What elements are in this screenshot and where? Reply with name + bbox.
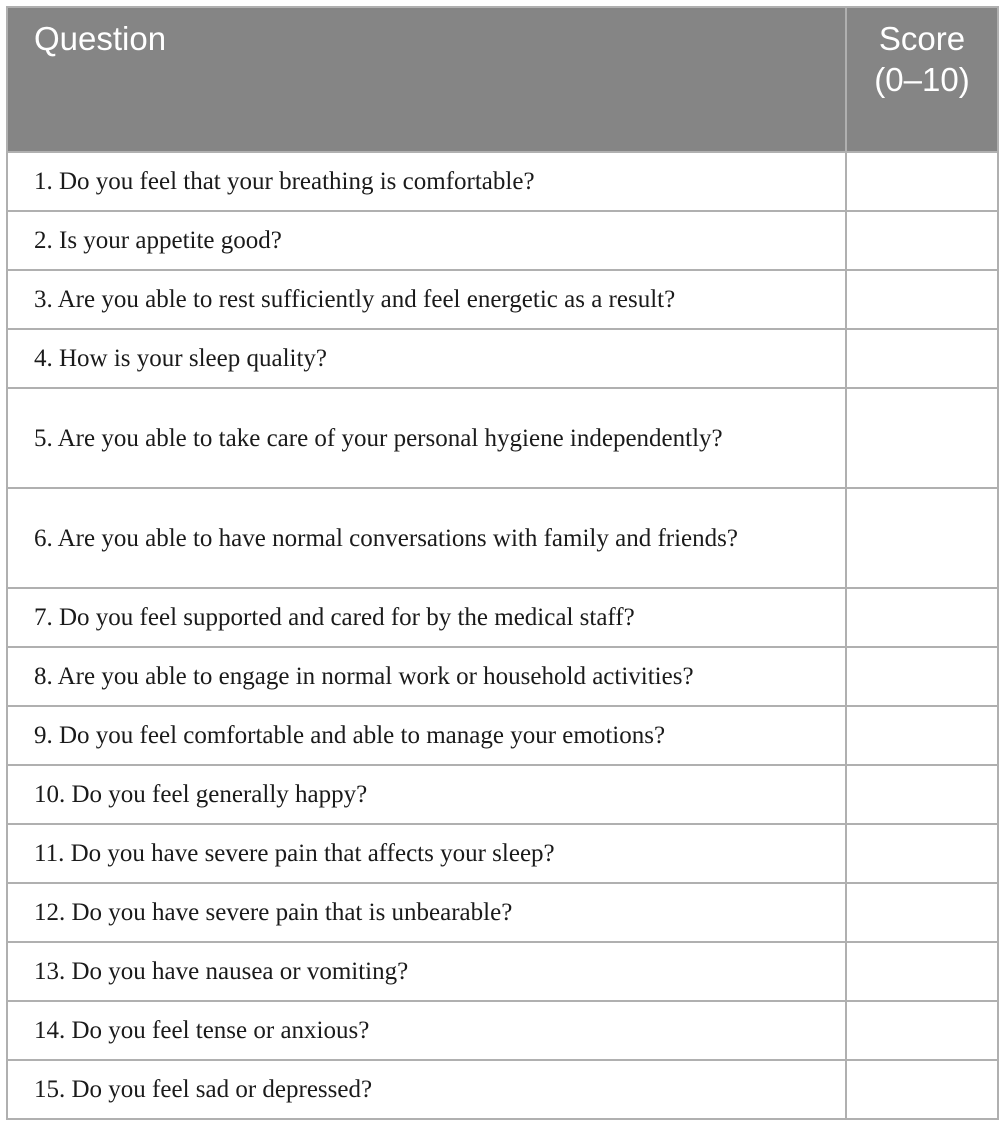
question-cell: 6. Are you able to have normal conversations with family and friends? bbox=[7, 488, 846, 588]
question-cell: 4. How is your sleep quality? bbox=[7, 329, 846, 388]
score-cell[interactable] bbox=[846, 824, 998, 883]
table-row bbox=[7, 211, 998, 270]
score-cell[interactable] bbox=[846, 211, 998, 270]
table-row bbox=[7, 588, 998, 647]
score-cell[interactable] bbox=[846, 152, 998, 211]
question-cell: 11. Do you have severe pain that affects your sleep? bbox=[7, 824, 846, 883]
table-body bbox=[7, 152, 998, 1119]
score-cell[interactable] bbox=[846, 329, 998, 388]
score-cell[interactable] bbox=[846, 1060, 998, 1119]
question-cell: 15. Do you feel sad or depressed? bbox=[7, 1060, 846, 1119]
score-cell[interactable] bbox=[846, 883, 998, 942]
table-row bbox=[7, 647, 998, 706]
table-row bbox=[7, 765, 998, 824]
table-row bbox=[7, 270, 998, 329]
header-row bbox=[7, 7, 998, 152]
score-cell[interactable] bbox=[846, 706, 998, 765]
table-row bbox=[7, 824, 998, 883]
question-column-header: Question bbox=[7, 7, 846, 152]
table-row bbox=[7, 942, 998, 1001]
question-cell: 10. Do you feel generally happy? bbox=[7, 765, 846, 824]
question-cell: 5. Are you able to take care of your personal hygiene independently? bbox=[7, 388, 846, 488]
score-cell[interactable] bbox=[846, 765, 998, 824]
question-cell: 1. Do you feel that your breathing is comfortable? bbox=[7, 152, 846, 211]
table-row bbox=[7, 1001, 998, 1060]
score-cell[interactable] bbox=[846, 388, 998, 488]
score-cell[interactable] bbox=[846, 942, 998, 1001]
question-cell: 7. Do you feel supported and cared for by the medical staff? bbox=[7, 588, 846, 647]
score-cell[interactable] bbox=[846, 488, 998, 588]
score-cell[interactable] bbox=[846, 588, 998, 647]
table-row bbox=[7, 488, 998, 588]
table-row bbox=[7, 388, 998, 488]
question-cell: 13. Do you have nausea or vomiting? bbox=[7, 942, 846, 1001]
question-cell: 3. Are you able to rest sufficiently and feel energetic as a result? bbox=[7, 270, 846, 329]
table-header bbox=[7, 7, 998, 152]
score-column-header-label: Score (0–10) bbox=[874, 20, 970, 98]
table-row bbox=[7, 883, 998, 942]
table-row bbox=[7, 329, 998, 388]
score-column-header bbox=[846, 7, 998, 152]
table-row bbox=[7, 1060, 998, 1119]
score-cell[interactable] bbox=[846, 270, 998, 329]
table-row bbox=[7, 152, 998, 211]
question-cell: 14. Do you feel tense or anxious? bbox=[7, 1001, 846, 1060]
questionnaire-table bbox=[6, 6, 999, 1120]
score-cell[interactable] bbox=[846, 647, 998, 706]
table-row bbox=[7, 706, 998, 765]
score-cell[interactable] bbox=[846, 1001, 998, 1060]
question-cell: 8. Are you able to engage in normal work or household activities? bbox=[7, 647, 846, 706]
question-cell: 12. Do you have severe pain that is unbearable? bbox=[7, 883, 846, 942]
question-cell: 2. Is your appetite good? bbox=[7, 211, 846, 270]
question-cell: 9. Do you feel comfortable and able to manage your emotions? bbox=[7, 706, 846, 765]
